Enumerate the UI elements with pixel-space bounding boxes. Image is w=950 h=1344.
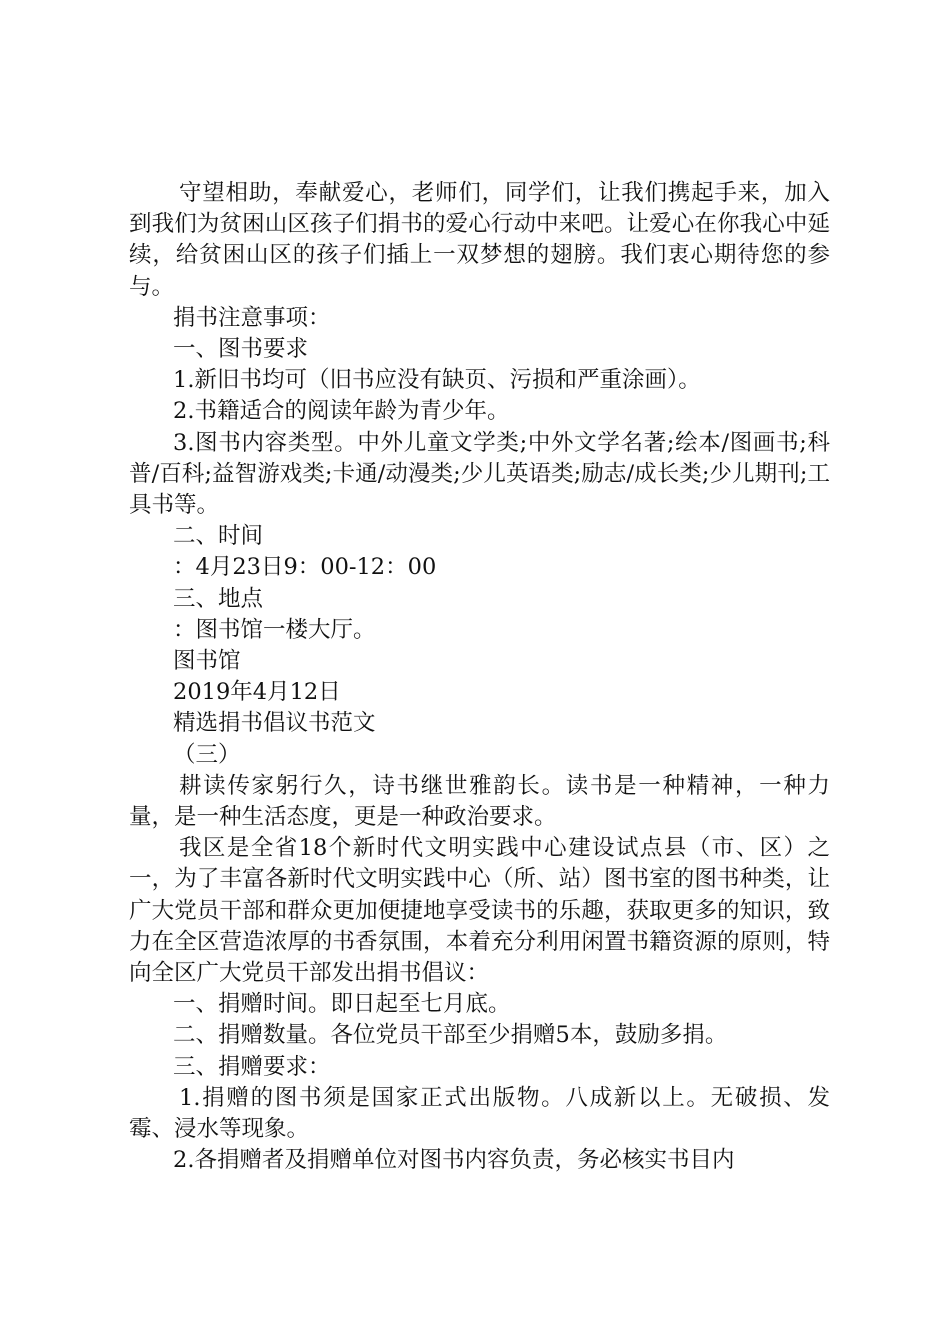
paragraph-donation-quantity: 二、捐赠数量。各位党员干部至少捐赠5本，鼓励多捐。 — [173, 1022, 728, 1049]
paragraph-intro: 耕读传家躬行久，诗书继世雅韵长。读书是一种精神，一种力量，是一种生活态度，更是一种政治要求。 — [129, 772, 830, 831]
paragraph-donation-requirement-2: 2.各捐赠者及捐赠单位对图书内容负责，务必核实书目内 — [173, 1147, 735, 1174]
paragraph-appeal: 守望相助，奉献爱心，老师们，同学们，让我们携起手来，加入到我们为贫困山区孩子们捐书的爱心行动中来吧。让爱心在你我心中延续，给贫困山区的孩子们插上一双梦想的翅膀。我们衷心期待您的参与。 — [129, 180, 830, 300]
paragraph-section-book-requirements: 一、图书要求 — [173, 336, 309, 363]
paragraph-signature-org: 图书馆 — [173, 648, 241, 675]
paragraph-requirement-3: 3.图书内容类型。中外儿童文学类;中外文学名著;绘本/图画书;科普/百科;益智游戏类;卡通/动漫类;少儿英语类;励志/成长类;少儿期刊;工具书等。 — [129, 429, 830, 519]
paragraph-notice-heading: 捐书注意事项： — [173, 304, 331, 331]
paragraph-donation-requirement-1: 1.捐赠的图书须是国家正式出版物。八成新以上。无破损、发霉、浸水等现象。 — [129, 1084, 830, 1143]
paragraph-article-title: 精选捐书倡议书范文 — [173, 710, 376, 737]
paragraph-time-value: ：4月23日9：00-12：00 — [173, 554, 437, 581]
paragraph-section-location: 三、地点 — [173, 585, 264, 612]
paragraph-initiative: 我区是全省18个新时代文明实践中心建设试点县（市、区）之一，为了丰富各新时代文明实践中心（所、站）图书室的图书种类，让广大党员干部和群众更加便捷地享受读书的乐趣，获取更多的知识，致力在全区营造浓厚的书香氛围，本着充分利用闲置书籍资源的原则，特向全区广大党员干部发出捐书倡议： — [129, 835, 830, 987]
paragraph-donation-requirements: 三、捐赠要求： — [173, 1053, 331, 1080]
document-body — [129, 178, 830, 1177]
paragraph-signature-date: 2019年4月12日 — [173, 679, 341, 706]
paragraph-requirement-1: 1.新旧书均可（旧书应没有缺页、污损和严重涂画）。 — [173, 367, 701, 394]
paragraph-location-value: ：图书馆一楼大厅。 — [173, 616, 376, 643]
paragraph-donation-time: 一、捐赠时间。即日起至七月底。 — [173, 991, 511, 1018]
paragraph-section-time: 二、时间 — [173, 523, 264, 550]
paragraph-article-number: （三） — [173, 741, 241, 768]
paragraph-requirement-2: 2.书籍适合的阅读年龄为青少年。 — [173, 398, 510, 425]
